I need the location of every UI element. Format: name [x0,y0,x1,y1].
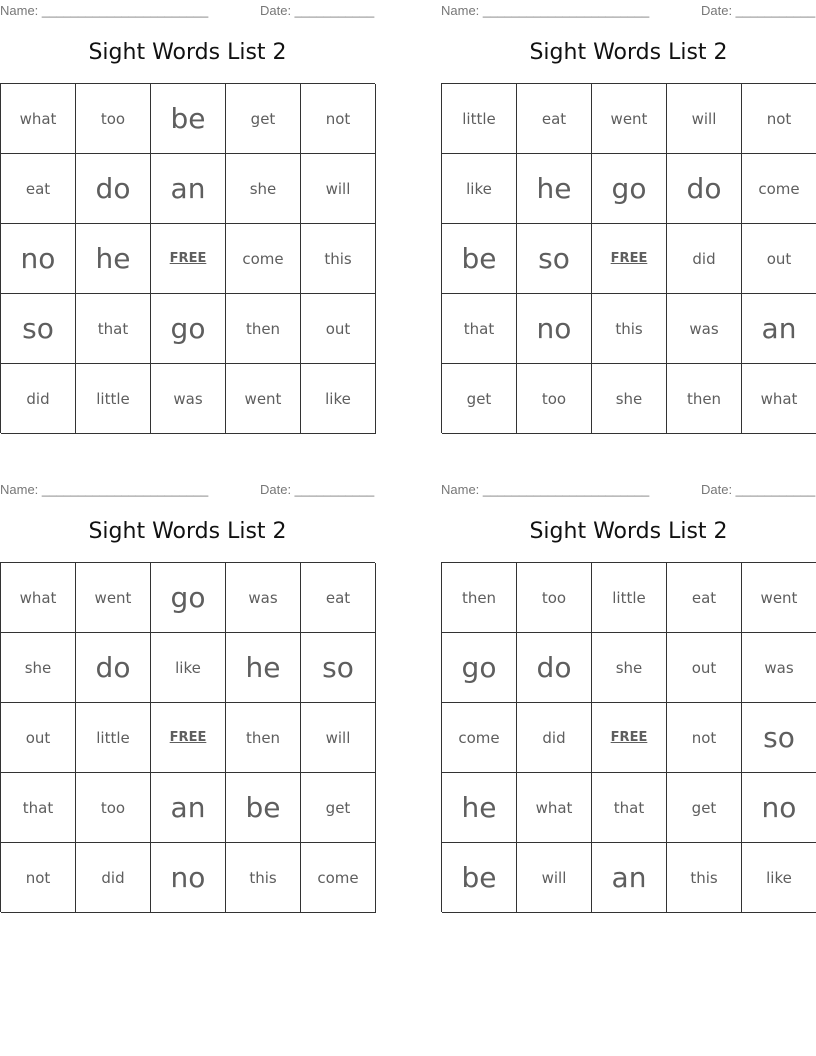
word-cell: not [1,843,76,913]
word-cell: did [76,843,151,913]
word-cell: little [592,563,667,633]
name-field: Name: _______________________ [0,3,209,18]
word-cell: eat [667,563,742,633]
bingo-card-2 [441,0,816,440]
word-cell: like [301,364,376,434]
word-cell: was [667,294,742,364]
word-cell: so [517,224,592,294]
free-space-cell: FREE [592,224,667,294]
word-cell: this [301,224,376,294]
free-space-cell: FREE [151,703,226,773]
word-cell: that [1,773,76,843]
word-cell: little [442,84,517,154]
word-cell: come [442,703,517,773]
word-cell: then [667,364,742,434]
word-cell: do [667,154,742,224]
word-cell: out [667,633,742,703]
word-cell: not [667,703,742,773]
word-cell: out [1,703,76,773]
word-cell: too [76,773,151,843]
word-cell: get [442,364,517,434]
word-cell: be [226,773,301,843]
word-cell: like [742,843,816,913]
word-cell: come [301,843,376,913]
word-cell: what [1,84,76,154]
word-cell: no [517,294,592,364]
bingo-grid [0,562,375,912]
word-cell: too [76,84,151,154]
word-cell: so [742,703,816,773]
date-field: Date: ___________ [701,3,816,18]
word-cell: no [742,773,816,843]
word-cell: eat [1,154,76,224]
word-cell: no [1,224,76,294]
word-cell: eat [301,563,376,633]
word-cell: went [592,84,667,154]
card-title: Sight Words List 2 [88,519,287,544]
word-cell: he [517,154,592,224]
bingo-grid [441,562,816,912]
word-cell: then [226,703,301,773]
word-cell: get [301,773,376,843]
word-cell: come [742,154,816,224]
card-header [441,482,816,498]
word-cell: go [442,633,517,703]
word-cell: go [151,563,226,633]
word-cell: will [667,84,742,154]
word-cell: like [151,633,226,703]
date-field: Date: ___________ [701,482,816,497]
word-cell: this [592,294,667,364]
bingo-card-3 [0,479,375,919]
word-cell: too [517,563,592,633]
word-cell: so [301,633,376,703]
word-cell: not [301,84,376,154]
word-cell: go [151,294,226,364]
word-cell: that [76,294,151,364]
word-cell: she [592,633,667,703]
word-cell: then [226,294,301,364]
word-cell: did [667,224,742,294]
date-field: Date: ___________ [260,3,375,18]
word-cell: went [742,563,816,633]
word-cell: that [592,773,667,843]
word-cell: do [517,633,592,703]
word-cell: like [442,154,517,224]
bingo-grid [0,83,375,433]
free-space-cell: FREE [592,703,667,773]
word-cell: what [517,773,592,843]
card-header [441,3,816,19]
word-cell: be [442,224,517,294]
word-cell: do [76,154,151,224]
word-cell: what [742,364,816,434]
bingo-card-1 [0,0,375,440]
word-cell: an [151,154,226,224]
word-cell: eat [517,84,592,154]
word-cell: out [301,294,376,364]
name-field: Name: _______________________ [441,482,650,497]
word-cell: will [301,703,376,773]
card-header [0,3,375,19]
word-cell: little [76,364,151,434]
word-cell: will [301,154,376,224]
word-cell: an [742,294,816,364]
word-cell: little [76,703,151,773]
word-cell: she [592,364,667,434]
name-field: Name: _______________________ [441,3,650,18]
word-cell: so [1,294,76,364]
word-cell: did [517,703,592,773]
word-cell: this [667,843,742,913]
word-cell: not [742,84,816,154]
word-cell: an [151,773,226,843]
word-cell: come [226,224,301,294]
word-cell: he [76,224,151,294]
word-cell: was [151,364,226,434]
word-cell: out [742,224,816,294]
word-cell: this [226,843,301,913]
word-cell: no [151,843,226,913]
word-cell: she [226,154,301,224]
word-cell: go [592,154,667,224]
word-cell: went [226,364,301,434]
word-cell: went [76,563,151,633]
word-cell: that [442,294,517,364]
free-space-cell: FREE [151,224,226,294]
card-title: Sight Words List 2 [529,40,728,65]
word-cell: too [517,364,592,434]
word-cell: she [1,633,76,703]
word-cell: he [442,773,517,843]
word-cell: be [442,843,517,913]
bingo-grid [441,83,816,433]
word-cell: did [1,364,76,434]
word-cell: he [226,633,301,703]
card-title: Sight Words List 2 [529,519,728,544]
name-field: Name: _______________________ [0,482,209,497]
word-cell: will [517,843,592,913]
word-cell: what [1,563,76,633]
word-cell: get [226,84,301,154]
word-cell: be [151,84,226,154]
word-cell: was [742,633,816,703]
date-field: Date: ___________ [260,482,375,497]
word-cell: was [226,563,301,633]
word-cell: do [76,633,151,703]
bingo-card-4 [441,479,816,919]
word-cell: an [592,843,667,913]
word-cell: get [667,773,742,843]
card-header [0,482,375,498]
word-cell: then [442,563,517,633]
card-title: Sight Words List 2 [88,40,287,65]
